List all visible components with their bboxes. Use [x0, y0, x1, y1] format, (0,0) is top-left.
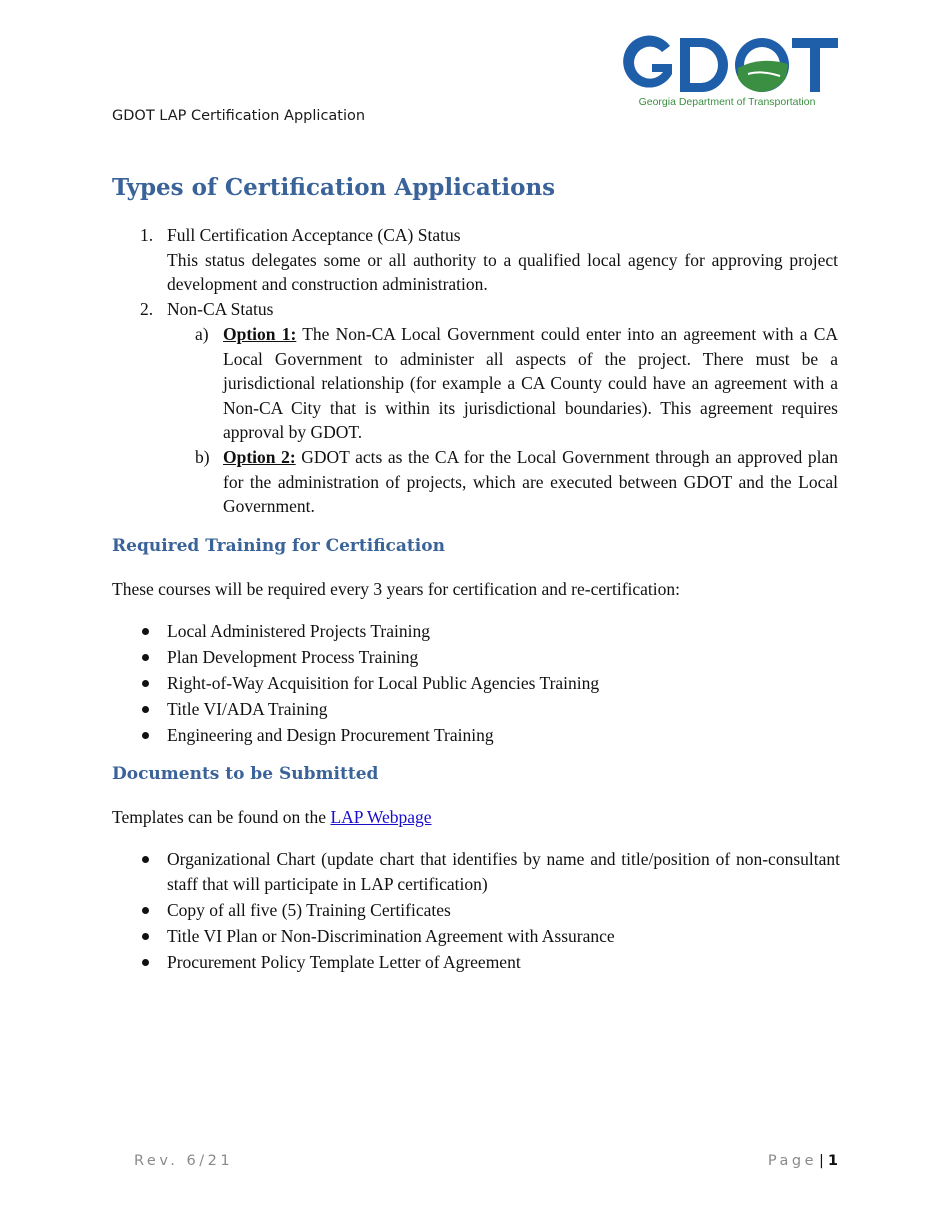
section-heading-training: Required Training for Certification	[112, 536, 445, 556]
item-title: Full Certification Acceptance (CA) Status	[167, 225, 461, 245]
footer-revision: Rev. 6/21	[134, 1153, 234, 1169]
gdot-logo-mark	[620, 34, 840, 96]
logo-letter-t	[792, 38, 838, 92]
lap-webpage-link[interactable]: LAP Webpage	[330, 807, 432, 827]
list-item: Organizational Chart (update chart that identifies by name and title/position of non-consultant staff that will participate in LAP certification)	[140, 847, 840, 896]
list-marker: 1.	[140, 225, 154, 245]
logo-globe-green	[738, 61, 788, 92]
list-item: Engineering and Design Procurement Training	[140, 723, 840, 748]
training-intro: These courses will be required every 3 years for certification and re-certification:	[112, 579, 680, 599]
item-text: This status delegates some or all authority to a qualified local agency for approving project development and construction administration.	[167, 249, 838, 294]
document-header-title: GDOT LAP Certification Application	[112, 108, 366, 124]
option-text: The Non-CA Local Government could enter into an agreement with a CA Local Government to administer all aspects of the project. There must be a jurisdictional relationship (for example a CA County could have an agreement with a Non-CA City that is within its jurisdictional boundaries). This agreement requires approval by GDOT.	[223, 324, 839, 442]
page-separator: |	[819, 1153, 824, 1169]
option-label: Option 2:	[223, 447, 296, 467]
section-heading-documents: Documents to be Submitted	[112, 764, 379, 784]
section-heading-types: Types of Certification Applications	[112, 174, 556, 201]
list-item: Title VI/ADA Training	[140, 697, 840, 722]
training-list	[140, 619, 840, 748]
list-marker: a)	[195, 324, 209, 344]
list-item: Local Administered Projects Training	[140, 619, 840, 644]
list-item: Procurement Policy Template Letter of Agreement	[140, 950, 840, 975]
list-marker: 2.	[140, 299, 154, 319]
page-label: Page	[767, 1153, 818, 1169]
list-item: Copy of all five (5) Training Certificates	[140, 898, 840, 923]
logo-letter-d	[680, 38, 728, 92]
documents-intro	[112, 805, 432, 830]
list-item: Right-of-Way Acquisition for Local Public Agencies Training	[140, 671, 840, 696]
list-item: Plan Development Process Training	[140, 645, 840, 670]
list-marker: b)	[195, 447, 210, 467]
gdot-logo	[620, 34, 840, 110]
footer-page-number	[768, 1153, 838, 1169]
option-text: GDOT acts as the CA for the Local Government through an approved plan for the administration of projects, which are executed between GDOT and the Local Government.	[223, 447, 838, 516]
documents-intro-text: Templates can be found on the	[112, 807, 327, 827]
list-item: Title VI Plan or Non-Discrimination Agreement with Assurance	[140, 924, 840, 949]
logo-letter-g	[623, 36, 672, 88]
item-title: Non-CA Status	[167, 299, 274, 319]
logo-tagline: Georgia Department of Transportation	[638, 96, 816, 108]
page-number: 1	[827, 1153, 838, 1169]
option-label: Option 1:	[223, 324, 297, 344]
documents-list	[140, 847, 840, 974]
